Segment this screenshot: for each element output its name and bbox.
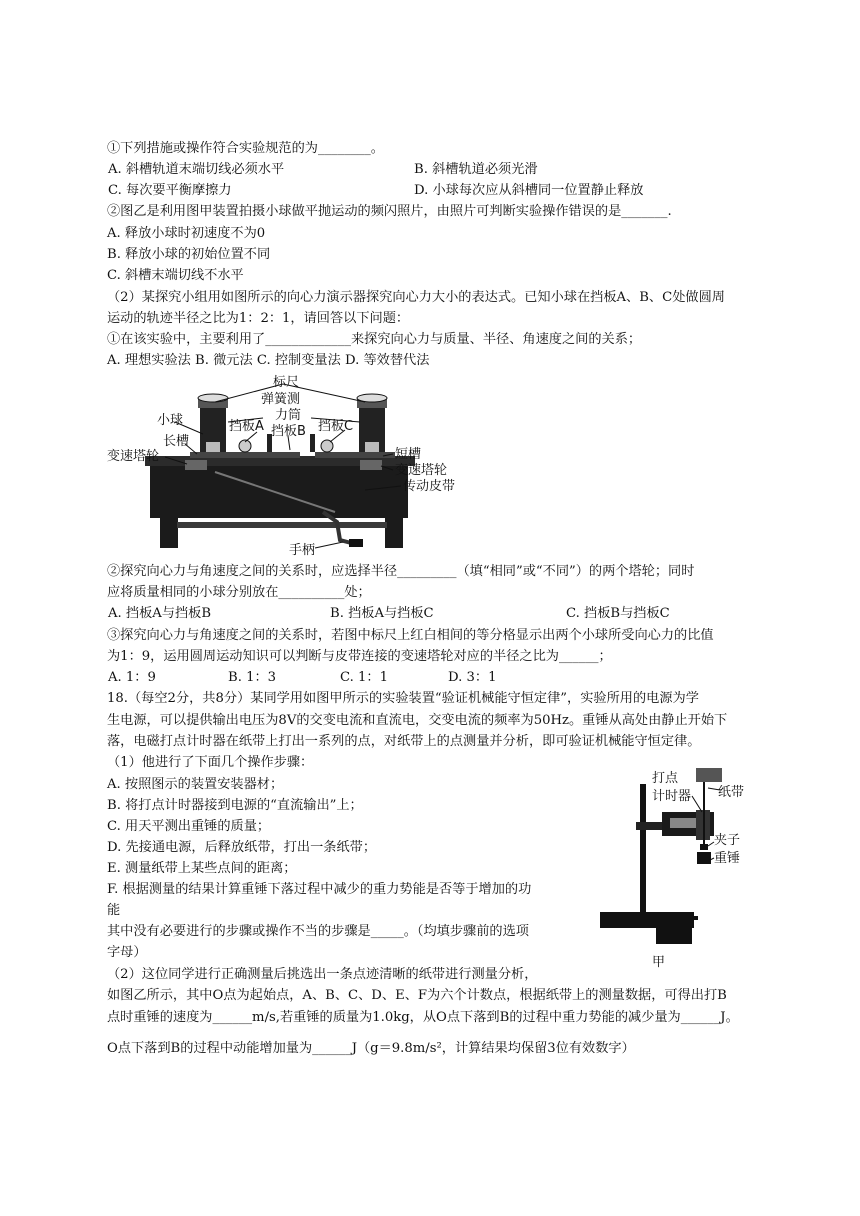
label-baffle-b: 挡板B (271, 424, 306, 439)
left-tower-pulley (185, 460, 207, 470)
q18-intro-line3: 落，电磁打点计时器在纸带上打出一系列的点，对纸带上的点测量并分析，即可验证机械能守恒定律。 (107, 734, 701, 749)
label-spring-2: 力筒 (275, 408, 302, 423)
q18-part2-line4: O点下落到B的过程中动能增加量为______J（g＝9.8m/s²，计算结果均保留3位有效数字） (107, 1041, 635, 1056)
q1-photo-question: ②图乙是利用图甲装置拍摄小球做平抛运动的频闪照片，由照片可判断实验操作错误的是_______. (107, 204, 672, 219)
q18-part2-line2: 如图乙所示，其中O点为起始点，A、B、C、D、E、F为六个计数点，根据纸带上的测量数据，可得出打B (107, 988, 727, 1003)
q18-intro-line1: 18.（每空2分，共8分）某同学用如图甲所示的实验装置“验证机械能守恒定律”，实验所用的电源为学 (107, 691, 699, 706)
q1-option-c: C. 每次要平衡摩擦力 (108, 183, 232, 198)
q18-part2-line1: （2）这位同学进行正确测量后挑选出一条点迹清晰的纸带进行测量分析， (107, 967, 538, 982)
q18-part2-line3: 点时重锤的速度为______m/s,若重锤的质量为1.0kg，从O点下落到B的过程中重力势能的减少量为______J。 (107, 1010, 739, 1025)
q18-step-b: B. 将打点计时器接到电源的“直流输出”上； (107, 798, 363, 813)
label-belt: 传动皮带 (403, 479, 456, 494)
q2-sub3-option-c: C. 1：1 (340, 670, 388, 685)
q2-sub2-line1: ②探究向心力与角速度之间的关系时，应选择半径_________（填“相同”或“不同”）的两个塔轮；同时 (107, 564, 695, 579)
stand-rod (640, 784, 646, 926)
label-timer-1: 打点 (652, 771, 679, 786)
free-fall-apparatus-figure (596, 762, 766, 972)
q1-option-d: D. 小球每次应从斜槽同一位置静止释放 (414, 183, 644, 198)
label-baffle-c: 挡板C (318, 419, 354, 434)
centripetal-apparatus-figure (105, 372, 480, 562)
q2-sub3-option-d: D. 3：1 (448, 670, 497, 685)
label-ruler: 标尺 (273, 375, 300, 390)
q2-sub1-options: A. 理想实验法 B. 微元法 C. 控制变量法 D. 等效替代法 (107, 353, 430, 368)
label-baffle-a: 挡板A (229, 419, 264, 434)
label-short-groove: 短槽 (395, 447, 422, 462)
q18-step-f: F. 根据测量的结果计算重锤下落过程中减少的重力势能是否等于增加的功 (107, 882, 532, 897)
q2-intro-line1: （2）某探究小组用如图所示的向心力演示器探究向心力大小的表达式。已知小球在挡板A、B、C处做圆周 (107, 290, 725, 305)
label-tape: 纸带 (718, 785, 745, 800)
label-timer-2: 计时器 (652, 789, 692, 804)
q2-sub2-line2: 应将质量相同的小球分别放在__________处； (107, 585, 371, 600)
label-spring-1: 弹簧测 (261, 392, 301, 407)
label-tower-pulley-right: 变速塔轮 (395, 463, 448, 478)
q1-photo-option-a: A. 释放小球时初速度不为0 (107, 226, 266, 241)
label-weight: 重锤 (714, 851, 741, 866)
q2-intro-line2: 运动的轨迹半径之比为1：2：1，请回答以下问题： (107, 311, 410, 326)
q2-sub1: ①在该实验中，主要利用了_____________来探究向心力与质量、半径、角速度之间的关系； (107, 332, 642, 347)
q18-part1-question-cont: 字母） (107, 945, 147, 960)
right-tower-pulley (360, 460, 382, 470)
q18-intro-line2: 生电源，可以提供输出电压为8V的交变电流和直流电，交变电流的频率为50Hz。重锤从高处由静止开始下 (107, 713, 728, 728)
q2-sub2-option-b: B. 挡板A与挡板C (330, 606, 434, 621)
q1-photo-option-b: B. 释放小球的初始位置不同 (107, 247, 271, 262)
q18-step-d: D. 先接通电源，后释放纸带，打出一条纸带； (107, 840, 377, 855)
label-clip: 夹子 (714, 833, 741, 848)
q1-photo-option-c: C. 斜槽末端切线不水平 (107, 268, 244, 283)
q2-sub3-option-a: A. 1：9 (108, 670, 156, 685)
q2-sub2-option-c: C. 挡板B与挡板C (566, 606, 670, 621)
label-handle: 手柄 (289, 543, 316, 558)
q18-part1-question: 其中没有必要进行的步骤或操作不当的步骤是_____。（均填步骤前的选项 (107, 924, 529, 939)
apparatus-base (150, 464, 408, 518)
clip (700, 844, 708, 850)
q18-step-c: C. 用天平测出重锤的质量； (107, 819, 271, 834)
q2-sub3-line1: ③探究向心力与角速度之间的关系时，若图中标尺上红白相间的等分格显示出两个小球所受向心力的比值 (107, 628, 714, 643)
ball-c (321, 440, 333, 452)
hand (696, 768, 722, 782)
q18-part1-title: （1）他进行了下面几个操作步骤： (107, 755, 314, 770)
weight (697, 852, 711, 864)
q1-option-a: A. 斜槽轨道末端切线必须水平 (108, 162, 285, 177)
q2-sub3-option-b: B. 1：3 (228, 670, 277, 685)
label-tower-pulley-left: 变速塔轮 (107, 449, 160, 464)
label-ball: 小球 (157, 413, 184, 428)
q1-option-b: B. 斜槽轨道必须光滑 (414, 162, 538, 177)
label-long-groove: 长槽 (163, 434, 190, 449)
label-figure-jia: 甲 (652, 955, 666, 970)
q18-step-e: E. 测量纸带上某些点间的距离； (107, 861, 297, 876)
q2-sub2-option-a: A. 挡板A与挡板B (108, 606, 212, 621)
q18-step-f-cont: 能 (107, 903, 121, 918)
q2-sub3-line2: 为1：9，运用圆周运动知识可以判断与皮带连接的变速塔轮对应的半径之比为______； (107, 649, 612, 664)
q1-measures-question: ①下列措施或操作符合实验规范的为________。 (107, 141, 384, 156)
q18-step-a: A. 按照图示的装置安装器材； (107, 777, 284, 792)
